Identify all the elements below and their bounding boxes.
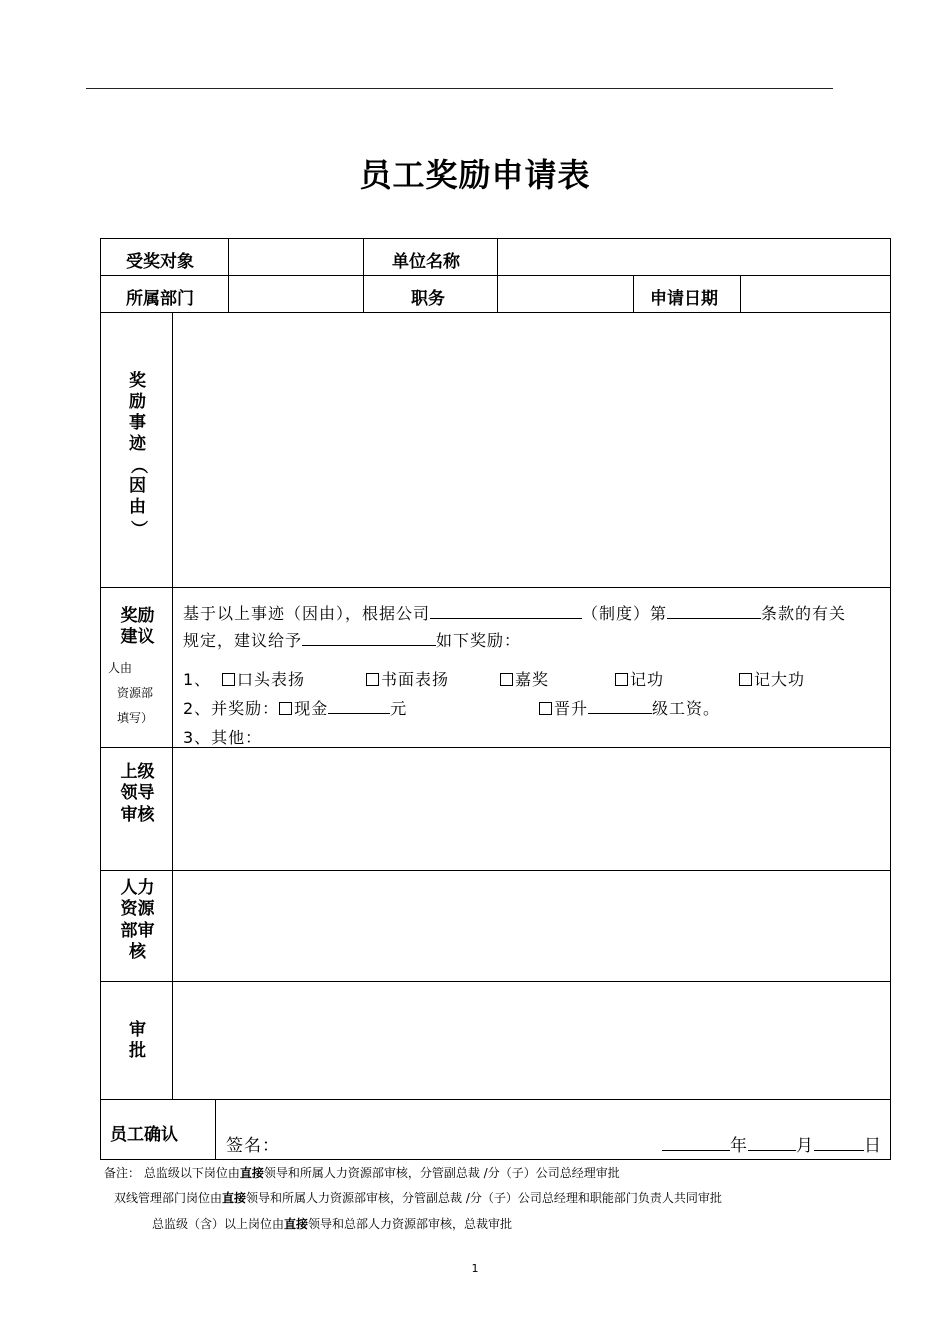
suggest-text: 条款的有关 xyxy=(761,604,847,623)
cash-amount-blank[interactable] xyxy=(328,699,390,714)
approve-field[interactable] xyxy=(172,981,891,1100)
cell-confirm-label xyxy=(100,1099,216,1160)
suggest-text: 规定，建议给予 xyxy=(183,631,303,650)
label-line: 领导 xyxy=(120,783,155,804)
cell-leader-label xyxy=(100,747,173,871)
cell-unit-label xyxy=(363,238,498,276)
date-text: 月 xyxy=(796,1136,814,1156)
date-text: 日 xyxy=(864,1136,882,1156)
suggest-promote xyxy=(539,696,720,719)
page-number: 1 xyxy=(471,1262,479,1275)
reason-char: 奖 xyxy=(129,371,146,391)
suggest-text: 晋升 xyxy=(554,699,589,718)
approve-label xyxy=(101,1020,174,1063)
department-field[interactable] xyxy=(228,275,364,313)
hr-review-label xyxy=(101,878,174,963)
option-verbal[interactable] xyxy=(222,667,305,690)
note-text: 领导和所属人力资源部审核，分管副总裁 /分（子）公司总经理和职能部门负责人共同审批 xyxy=(246,1191,722,1205)
department-label: 所属部门 xyxy=(126,289,194,309)
cell-position-label xyxy=(363,275,498,313)
note-text: 双线管理部门岗位由 xyxy=(114,1191,223,1205)
note-text: 直接 xyxy=(284,1217,309,1231)
reason-char: 由 xyxy=(129,497,146,517)
option-merit[interactable] xyxy=(615,667,664,690)
cell-reason-label xyxy=(100,312,173,588)
reason-char: 因 xyxy=(129,476,146,496)
apply-date-label: 申请日期 xyxy=(650,289,718,309)
label-line: 人力 xyxy=(120,878,155,898)
label-line: 批 xyxy=(129,1041,146,1062)
option-major-merit[interactable] xyxy=(739,667,805,690)
option-label: 口头表扬 xyxy=(237,670,306,689)
suggest-line-3 xyxy=(183,667,211,690)
option-label: 记功 xyxy=(630,670,665,689)
checkbox-icon[interactable] xyxy=(366,673,379,686)
recipient-field[interactable] xyxy=(228,238,364,276)
company-rule-blank[interactable] xyxy=(430,604,582,619)
label-line: 审核 xyxy=(120,804,155,825)
apply-date-field[interactable] xyxy=(740,275,891,313)
unit-name-field[interactable] xyxy=(497,238,891,276)
note-text: 直接 xyxy=(239,1166,264,1180)
suggest-text: 2、并奖励： xyxy=(183,699,280,718)
suggest-line-4 xyxy=(183,696,407,719)
leader-review-label xyxy=(101,762,174,826)
employee-confirm-label: 员工确认 xyxy=(110,1125,178,1145)
label-line: 审 xyxy=(129,1020,146,1040)
label-line: 资源 xyxy=(120,899,155,920)
note-text: 领导和总部人力资源部审核，总裁审批 xyxy=(308,1217,513,1231)
reason-char: 励 xyxy=(129,392,146,412)
confirm-field xyxy=(215,1099,891,1160)
unit-name-label: 单位名称 xyxy=(392,252,460,272)
recipient-label: 受奖对象 xyxy=(126,252,194,272)
year-blank[interactable] xyxy=(662,1136,730,1151)
suggest-field xyxy=(172,587,891,748)
note-text: 总监级（含）以上岗位由 xyxy=(152,1217,285,1231)
suggest-line-2 xyxy=(183,628,521,651)
cell-recipient-label xyxy=(100,238,229,276)
day-blank[interactable] xyxy=(814,1136,864,1151)
cell-approve-label xyxy=(100,981,173,1100)
form-title: 员工奖励申请表 xyxy=(359,156,591,194)
note-text: 备注： 总监级以下岗位由 xyxy=(104,1166,240,1180)
position-label: 职务 xyxy=(411,289,445,309)
clause-blank[interactable] xyxy=(667,604,761,619)
label-line: 部审 xyxy=(120,920,155,941)
note-line-3 xyxy=(152,1215,512,1232)
checkbox-icon[interactable] xyxy=(279,702,292,715)
position-field[interactable] xyxy=(497,275,634,313)
reason-char: ） xyxy=(128,520,148,537)
suggest-text: 1、 xyxy=(183,670,212,689)
month-blank[interactable] xyxy=(748,1136,796,1151)
suggest-text: 元 xyxy=(390,699,408,718)
option-label: 嘉奖 xyxy=(515,670,550,689)
option-label: 书面表扬 xyxy=(381,670,450,689)
suggest-text: 级工资。 xyxy=(652,699,721,718)
suggest-line-5: 3、其他： xyxy=(183,728,263,747)
label-line: 核 xyxy=(129,941,146,962)
suggest-note-line: 填写） xyxy=(117,711,154,725)
cell-date-label xyxy=(633,275,741,313)
reason-field[interactable] xyxy=(172,312,891,588)
cell-suggest-label xyxy=(100,587,173,748)
reason-char: 迹 xyxy=(129,434,146,454)
label-line: 上级 xyxy=(120,762,155,782)
checkbox-icon[interactable] xyxy=(500,673,513,686)
suggest-note-line: 资源部 xyxy=(117,686,154,700)
checkbox-icon[interactable] xyxy=(539,702,552,715)
suggest-line-1 xyxy=(183,601,846,624)
reason-char: 事 xyxy=(129,413,146,433)
reason-char: （ xyxy=(128,457,148,474)
checkbox-icon[interactable] xyxy=(739,673,752,686)
reason-label xyxy=(101,371,174,539)
note-text: 领导和所属人力资源部审核，分管副总裁 /分（子）公司总经理审批 xyxy=(263,1166,620,1180)
hr-review-field[interactable] xyxy=(172,870,891,982)
date-text: 年 xyxy=(730,1136,748,1156)
note-line-1 xyxy=(104,1164,620,1181)
checkbox-icon[interactable] xyxy=(615,673,628,686)
option-commend[interactable] xyxy=(500,667,549,690)
suggest-note-line: 人由 xyxy=(108,661,133,675)
reward-given-blank[interactable] xyxy=(302,631,436,646)
header-rule xyxy=(86,88,833,89)
suggest-label-line: 奖励 xyxy=(120,606,155,626)
note-line-2 xyxy=(114,1189,722,1206)
suggest-text: 基于以上事迹（因由），根据公司 xyxy=(183,604,431,623)
option-written[interactable] xyxy=(366,667,449,690)
grade-blank[interactable] xyxy=(588,699,652,714)
suggest-text: 现金 xyxy=(294,699,329,718)
date-line xyxy=(662,1131,882,1156)
suggest-label-line: 建议 xyxy=(120,627,155,648)
option-label: 记大功 xyxy=(754,670,806,689)
suggest-label xyxy=(101,606,174,649)
cell-dept-label xyxy=(100,275,229,313)
checkbox-icon[interactable] xyxy=(222,673,235,686)
leader-review-field[interactable] xyxy=(172,747,891,871)
suggest-text: 如下奖励： xyxy=(436,631,522,650)
suggest-text: （制度）第 xyxy=(582,604,668,623)
cell-hr-label xyxy=(100,870,173,982)
note-text: 直接 xyxy=(222,1191,247,1205)
signature-label: 签名： xyxy=(226,1136,280,1156)
